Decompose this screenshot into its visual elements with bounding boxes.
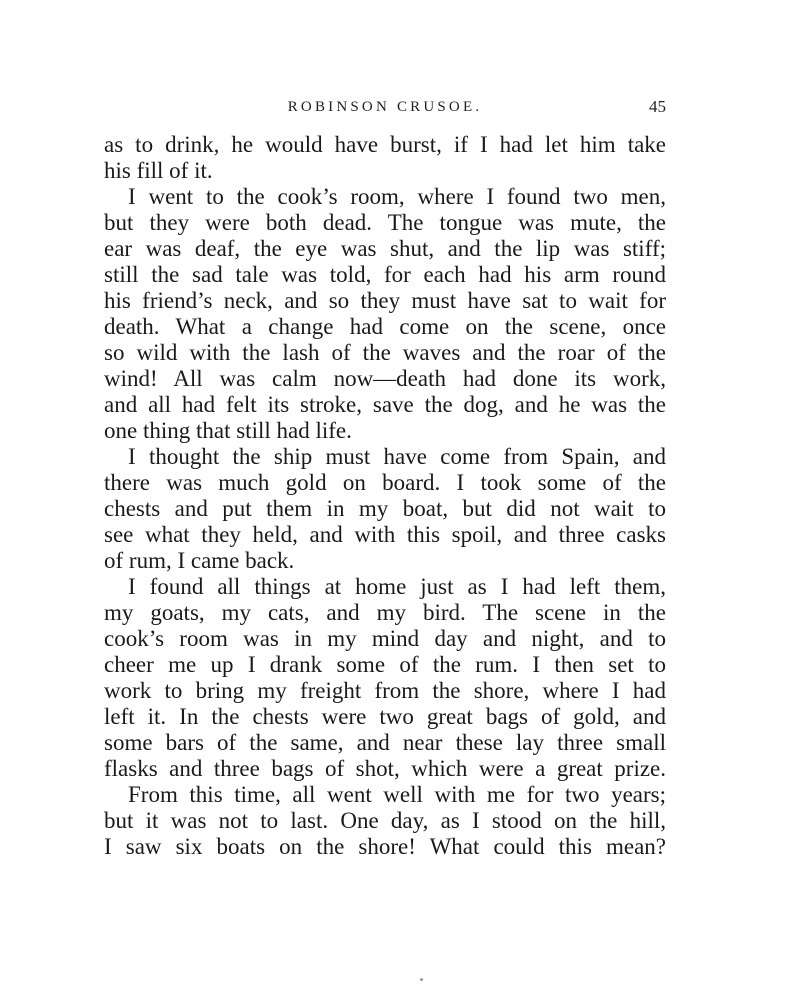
text-line: death. What a change had come on the scene, once (104, 314, 666, 339)
text-line: wind! All was calm now—death had done its work, (104, 366, 666, 391)
paragraph-5 (104, 782, 666, 860)
running-head (104, 96, 666, 118)
text-line: chests and put them in my boat, but did not wait to (104, 496, 666, 521)
page-number: 45 (649, 97, 666, 116)
text-line: my goats, my cats, and my bird. The scene in the (104, 600, 666, 625)
paragraph-3 (104, 444, 666, 574)
text-line: his fill of it. (104, 158, 213, 183)
text-line: see what they held, and with this spoil, and three casks (104, 522, 666, 547)
text-line: flasks and three bags of shot, which were a great prize. (104, 756, 666, 781)
text-line: I found all things at home just as I had left them, (128, 574, 666, 599)
text-line: as to drink, he would have burst, if I had let him take (104, 132, 666, 157)
print-speck (420, 978, 423, 981)
text-line: there was much gold on board. I took some of the (104, 470, 666, 495)
text-line: of rum, I came back. (104, 548, 295, 573)
text-line: work to bring my freight from the shore, where I had (104, 678, 666, 703)
text-line: cook’s room was in my mind day and night, and to (104, 626, 666, 651)
text-line: left it. In the chests were two great bags of gold, and (104, 704, 666, 729)
paragraph-1 (104, 132, 666, 184)
text-line: I thought the ship must have come from Spain, and (128, 444, 666, 469)
text-line: but it was not to last. One day, as I stood on the hill, (104, 808, 666, 833)
text-line: and all had felt its stroke, save the dog, and he was the (104, 392, 666, 417)
text-line: his friend’s neck, and so they must have sat to wait for (104, 288, 666, 313)
paragraph-4 (104, 574, 666, 782)
body-text (104, 132, 666, 860)
text-line: but they were both dead. The tongue was mute, the (104, 210, 666, 235)
text-line: ear was deaf, the eye was shut, and the lip was stiff; (104, 236, 666, 261)
text-line: From this time, all went well with me for two years; (128, 782, 666, 807)
text-line: one thing that still had life. (104, 418, 352, 443)
text-line: I saw six boats on the shore! What could this mean? (104, 834, 666, 859)
text-line: still the sad tale was told, for each had his arm round (104, 262, 666, 287)
text-line: I went to the cook’s room, where I found two men, (128, 184, 666, 209)
running-title: ROBINSON CRUSOE. (287, 99, 483, 115)
paragraph-2 (104, 184, 666, 444)
text-line: cheer me up I drank some of the rum. I then set to (104, 652, 666, 677)
text-line: some bars of the same, and near these lay three small (104, 730, 666, 755)
text-line: so wild with the lash of the waves and the roar of the (104, 340, 666, 365)
